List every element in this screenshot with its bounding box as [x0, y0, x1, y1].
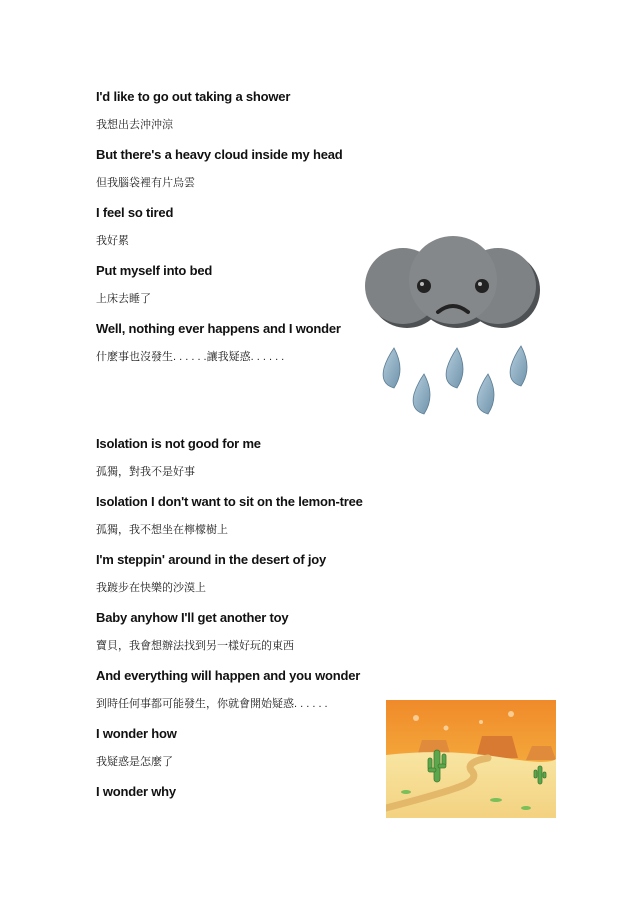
raindrop-icon: [477, 374, 494, 414]
lyric-english: Put myself into bed: [96, 263, 213, 278]
lyric-english: But there's a heavy cloud inside my head: [96, 147, 343, 162]
lyric-english: Isolation is not good for me: [96, 436, 261, 451]
lyric-english: Baby anyhow I'll get another toy: [96, 610, 289, 625]
raindrop-icon: [446, 348, 463, 388]
lyric-english: I wonder how: [96, 726, 177, 741]
lyric-chinese: 我好累: [96, 235, 129, 247]
lyric-english: Well, nothing ever happens and I wonder: [96, 321, 341, 336]
lyric-chinese: 孤獨，對我不是好事: [96, 466, 195, 478]
lyric-english: I feel so tired: [96, 205, 174, 220]
lyric-chinese: 孤獨，我不想坐在檸檬樹上: [96, 524, 228, 536]
lyric-chinese: 到時任何事都可能發生，你就會開始疑惑. . . . . .: [96, 698, 328, 710]
lyric-chinese: 什麼事也沒發生. . . . . .讓我疑惑. . . . . .: [96, 351, 285, 363]
lyric-chinese: 我想出去沖沖涼: [96, 119, 173, 131]
lyric-english: I wonder why: [96, 784, 176, 799]
lyric-chinese: 上床去睡了: [96, 293, 151, 305]
desert-scene-icon: [386, 700, 556, 818]
lyric-english: I'd like to go out taking a shower: [96, 89, 291, 104]
raindrops: [383, 346, 527, 414]
sad-rain-cloud-illustration: [358, 236, 548, 426]
raindrop-icon: [383, 348, 400, 388]
rain-cloud-icon: [358, 236, 548, 426]
lyric-chinese: 我踱步在快樂的沙漠上: [96, 582, 206, 594]
desert-illustration: [386, 700, 556, 818]
raindrop-icon: [510, 346, 527, 386]
lyric-chinese: 我疑惑是怎麼了: [96, 756, 173, 768]
cloud-body: [365, 236, 536, 324]
lyric-chinese: 但我腦袋裡有片烏雲: [96, 177, 195, 189]
lyric-chinese: 寶貝，我會想辦法找到另一樣好玩的東西: [96, 640, 294, 652]
raindrop-icon: [413, 374, 430, 414]
lyric-english: I'm steppin' around in the desert of joy: [96, 552, 327, 567]
lyric-english: And everything will happen and you wonder: [96, 668, 361, 683]
lyric-english: Isolation I don't want to sit on the lemon-tree: [96, 494, 363, 509]
